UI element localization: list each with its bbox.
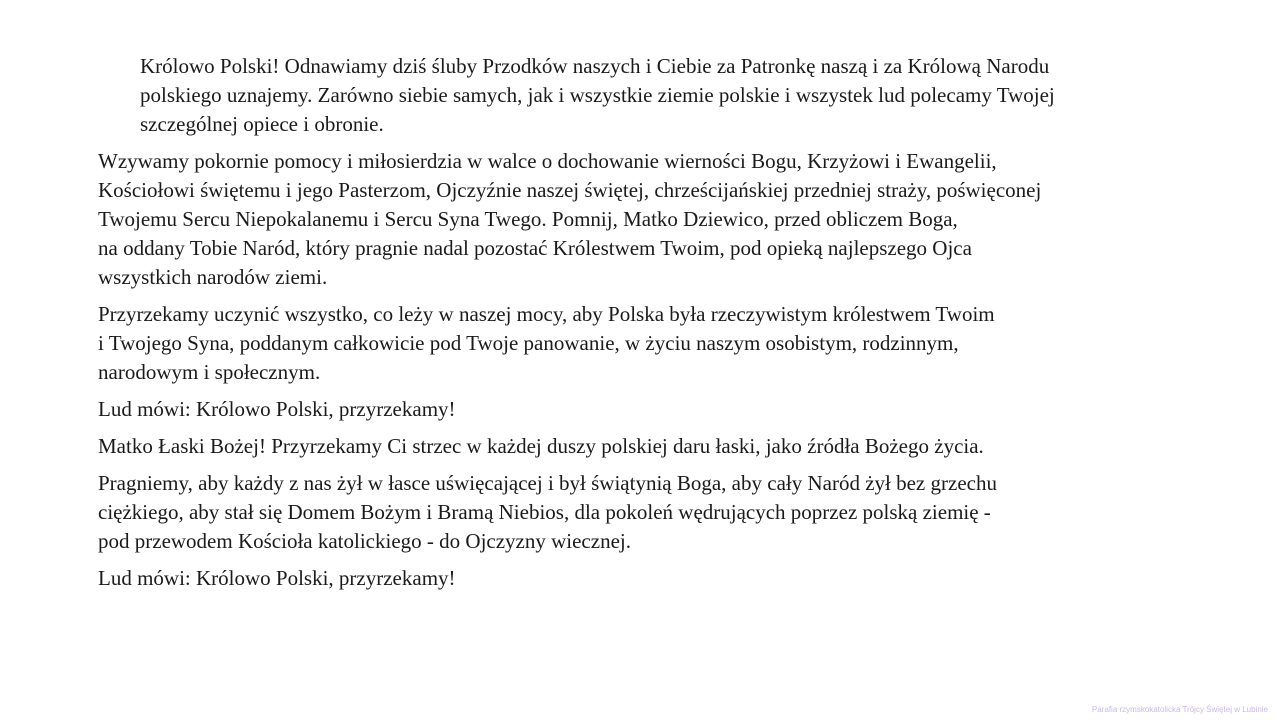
text-line: Kościołowi świętemu i jego Pasterzom, Ojczyźnie naszej świętej, chrześcijańskiej przedniej straży, poświęconej	[98, 178, 1042, 202]
text-line: szczególnej opiece i obronie.	[140, 112, 384, 136]
text-line: Przyrzekamy uczynić wszystko, co leży w naszej mocy, aby Polska była rzeczywistym królestwem Twoim	[98, 302, 995, 326]
people-response	[98, 395, 1188, 424]
text-line: na oddany Tobie Naród, który pragnie nadal pozostać Królestwem Twoim, pod opieką najlepszego Ojca	[98, 236, 972, 260]
parish-footer: Parafia rzymskokatolicka Trójcy Świętej w Lubinie	[1091, 705, 1268, 714]
text-line: Pragniemy, aby każdy z nas żył w łasce uświęcającej i był świątynią Boga, aby cały Naród żył bez grzechu	[98, 471, 997, 495]
paragraph-desire	[98, 469, 1188, 556]
paragraph-grace	[98, 432, 1188, 461]
paragraph-opening-vow	[98, 52, 1188, 139]
text-line: polskiego uznajemy. Zarówno siebie samych, jak i wszystkie ziemie polskie i wszystek lud polecamy Twojej	[140, 83, 1055, 107]
text-line: wszystkich narodów ziemi.	[98, 265, 328, 289]
text-line: ciężkiego, aby stał się Domem Bożym i Bramą Niebios, dla pokoleń wędrujących poprzez polską ziemię -	[98, 500, 991, 524]
text-line: pod przewodem Kościoła katolickiego - do Ojczyzny wiecznej.	[98, 529, 631, 553]
text-line: i Twojego Syna, poddanym całkowicie pod Twoje panowanie, w życiu naszym osobistym, rodzinnym,	[98, 331, 959, 355]
text-line: Królowo Polski! Odnawiamy dziś śluby Przodków naszych i Ciebie za Patronkę naszą i za Królową Narodu	[140, 54, 1050, 78]
text-line: Matko Łaski Bożej! Przyrzekamy Ci strzec w każdej duszy polskiej daru łaski, jako źródła Bożego życia.	[98, 434, 984, 458]
text-line: Wzywamy pokornie pomocy i miłosierdzia w walce o dochowanie wierności Bogu, Krzyżowi i Ewangelii,	[98, 149, 997, 173]
paragraph-plea	[98, 147, 1188, 292]
vow-text	[98, 52, 1188, 601]
text-line: Lud mówi: Królowo Polski, przyrzekamy!	[98, 397, 456, 421]
text-line: narodowym i społecznym.	[98, 360, 321, 384]
text-line: Twojemu Sercu Niepokalanemu i Sercu Syna Twego. Pomnij, Matko Dziewico, przed obliczem Boga,	[98, 207, 958, 231]
people-response	[98, 564, 1188, 593]
paragraph-promise	[98, 300, 1188, 387]
text-line: Lud mówi: Królowo Polski, przyrzekamy!	[98, 566, 456, 590]
